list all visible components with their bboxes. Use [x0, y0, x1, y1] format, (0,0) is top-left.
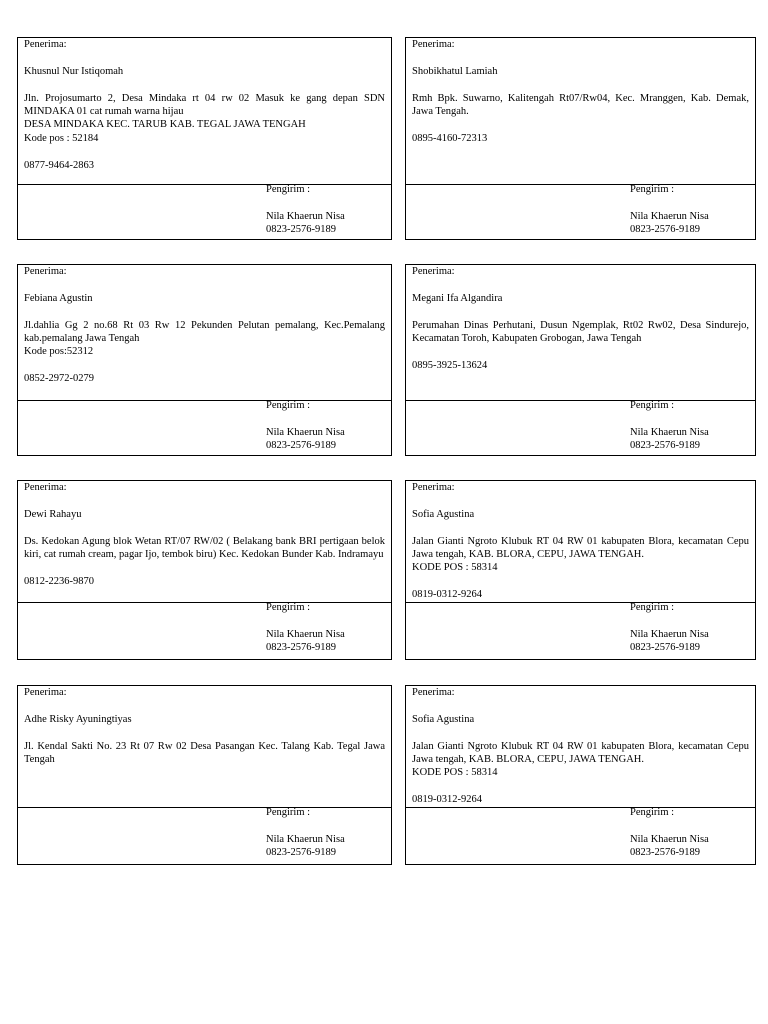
sender-name: Nila Khaerun Nisa: [630, 210, 709, 222]
sender-section: [406, 806, 755, 864]
recipient-address: Ds. Kedokan Agung blok Wetan RT/07 RW/02 ( Belakang bank BRI pertigaan belok kiri, cat rumah cream, pagar Ijo, tembok biru) Kec. Kedokan Bunder Kab. Indramayu: [24, 535, 385, 560]
recipient-heading: Penerima:: [24, 266, 67, 277]
recipient-phone: 0819-0312-9264: [412, 589, 482, 601]
sender-section: [18, 183, 391, 239]
recipient-section: [18, 481, 391, 603]
recipient-heading: Penerima:: [412, 482, 455, 493]
recipient-phone: 0877-9464-2863: [24, 159, 94, 171]
recipient-section: [406, 38, 755, 185]
recipient-phone: 0819-0312-9264: [412, 794, 482, 806]
recipient-name: Megani Ifa Algandira: [412, 292, 503, 304]
recipient-address: Jl. Kendal Sakti No. 23 Rt 07 Rw 02 Desa Pasangan Kec. Talang Kab. Tegal Jawa Tengah: [24, 740, 385, 765]
sender-heading: Pengirim :: [266, 184, 311, 195]
shipping-label: [17, 685, 392, 865]
recipient-section: [406, 265, 755, 401]
sender-phone: 0823-2576-9189: [630, 440, 700, 452]
sender-phone: 0823-2576-9189: [630, 847, 700, 859]
recipient-heading: Penerima:: [412, 687, 455, 698]
recipient-name: Adhe Risky Ayuningtiyas: [24, 713, 132, 725]
shipping-label: [17, 37, 392, 240]
recipient-address: Jalan Gianti Ngroto Klubuk RT 04 RW 01 kabupaten Blora, kecamatan Cepu Jawa tengah, KAB. BLORA, CEPU, JAWA TENGAH.: [412, 740, 749, 765]
sender-phone: 0823-2576-9189: [266, 847, 336, 859]
sender-section: [18, 601, 391, 659]
recipient-phone: 0895-4160-72313: [412, 132, 488, 144]
shipping-label: [405, 264, 756, 456]
recipient-section: [406, 481, 755, 603]
sender-section: [406, 183, 755, 239]
recipient-address-extra: DESA MINDAKA KEC. TARUB KAB. TEGAL JAWA TENGAH: [24, 119, 306, 131]
shipping-label: [17, 264, 392, 456]
sender-phone: 0823-2576-9189: [266, 642, 336, 654]
recipient-name: Sofia Agustina: [412, 508, 475, 520]
recipient-name: Shobikhatul Lamiah: [412, 65, 498, 77]
sender-section: [406, 601, 755, 659]
recipient-address: Rmh Bpk. Suwarno, Kalitengah Rt07/Rw04, Kec. Mranggen, Kab. Demak, Jawa Tengah.: [412, 92, 749, 117]
sender-heading: Pengirim :: [630, 807, 675, 818]
recipient-phone: 0852-2972-0279: [24, 373, 94, 385]
recipient-address: Jalan Gianti Ngroto Klubuk RT 04 RW 01 kabupaten Blora, kecamatan Cepu Jawa tengah, KAB. BLORA, CEPU, JAWA TENGAH.: [412, 535, 749, 560]
recipient-phone: 0895-3925-13624: [412, 359, 488, 371]
sender-phone: 0823-2576-9189: [630, 642, 700, 654]
sender-name: Nila Khaerun Nisa: [266, 628, 345, 640]
recipient-heading: Penerima:: [412, 266, 455, 277]
shipping-label: [405, 685, 756, 865]
sender-section: [18, 399, 391, 455]
recipient-phone: 0812-2236-9870: [24, 575, 94, 587]
sender-name: Nila Khaerun Nisa: [630, 628, 709, 640]
shipping-label: [405, 480, 756, 660]
recipient-address: Jln. Projosumarto 2, Desa Mindaka rt 04 rw 02 Masuk ke gang depan SDN MINDAKA 01 cat rumah warna hijau: [24, 92, 385, 117]
recipient-heading: Penerima:: [24, 482, 67, 493]
recipient-name: Febiana Agustin: [24, 292, 93, 304]
recipient-name: Sofia Agustina: [412, 713, 475, 725]
sender-name: Nila Khaerun Nisa: [266, 426, 345, 438]
recipient-name: Dewi Rahayu: [24, 508, 82, 520]
sender-section: [18, 806, 391, 864]
recipient-section: [406, 686, 755, 808]
recipient-heading: Penerima:: [24, 687, 67, 698]
sender-heading: Pengirim :: [630, 602, 675, 613]
recipient-name: Khusnul Nur Istiqomah: [24, 65, 124, 77]
recipient-address: Jl.dahlia Gg 2 no.68 Rt 03 Rw 12 Pekunden Pelutan pemalang, Kec.Pemalang kab.pemalang Jawa Tengah: [24, 319, 385, 344]
sender-heading: Pengirim :: [630, 184, 675, 195]
shipping-label: [17, 480, 392, 660]
sender-heading: Pengirim :: [630, 400, 675, 411]
sender-heading: Pengirim :: [266, 400, 311, 411]
sender-heading: Pengirim :: [266, 602, 311, 613]
sender-phone: 0823-2576-9189: [266, 224, 336, 236]
sender-phone: 0823-2576-9189: [630, 224, 700, 236]
recipient-postal-code: KODE POS : 58314: [412, 562, 498, 574]
sender-name: Nila Khaerun Nisa: [630, 833, 709, 845]
sender-name: Nila Khaerun Nisa: [630, 426, 709, 438]
recipient-section: [18, 38, 391, 185]
recipient-section: [18, 265, 391, 401]
sender-name: Nila Khaerun Nisa: [266, 833, 345, 845]
sender-section: [406, 399, 755, 455]
sender-name: Nila Khaerun Nisa: [266, 210, 345, 222]
sender-heading: Pengirim :: [266, 807, 311, 818]
recipient-postal-code: Kode pos:52312: [24, 346, 94, 358]
recipient-heading: Penerima:: [412, 39, 455, 50]
recipient-section: [18, 686, 391, 808]
sender-phone: 0823-2576-9189: [266, 440, 336, 452]
recipient-address: Perumahan Dinas Perhutani, Dusun Ngemplak, Rt02 Rw02, Desa Sindurejo, Kecamatan Toroh, Kabupaten Grobogan, Jawa Tengah: [412, 319, 749, 344]
recipient-postal-code: Kode pos : 52184: [24, 132, 99, 144]
shipping-label: [405, 37, 756, 240]
recipient-heading: Penerima:: [24, 39, 67, 50]
recipient-postal-code: KODE POS : 58314: [412, 767, 498, 779]
